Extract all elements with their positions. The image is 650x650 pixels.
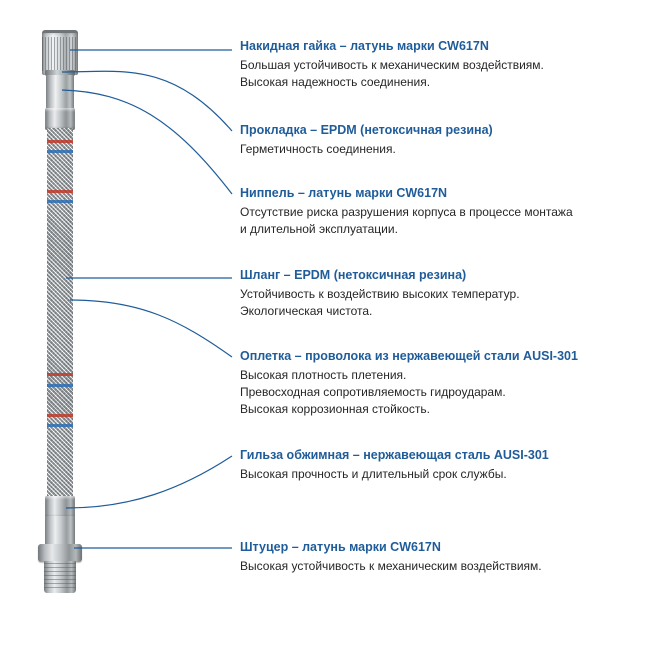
- callout-nut: [240, 38, 640, 91]
- callout-hose: [240, 267, 640, 320]
- callout-spigot-title: Штуцер – латунь марки CW617N: [240, 540, 441, 554]
- callout-nut-title: Накидная гайка – латунь марки CW617N: [240, 39, 489, 53]
- callout-braid: [240, 348, 640, 418]
- callout-ferrule-title: Гильза обжимная – нержавеющая сталь AUSI-301: [240, 448, 549, 462]
- bottom-ferrule-part: [45, 496, 75, 518]
- top-ferrule-part: [45, 108, 75, 130]
- nut-knurling: [42, 37, 78, 71]
- callout-hose-line-2: Экологическая чистота.: [240, 304, 373, 318]
- callout-gasket-line-1: Герметичность соединения.: [240, 142, 396, 156]
- fitting-body-part: [45, 516, 75, 546]
- flexible-hose-illustration: [0, 0, 120, 650]
- braid-thread-red: [47, 373, 73, 376]
- callout-nut-line-1: Большая устойчивость к механическим воздействиям.: [240, 58, 544, 72]
- callout-nut-line-2: Высокая надежность соединения.: [240, 75, 431, 89]
- callout-braid-line-3: Высокая коррозионная стойкость.: [240, 402, 430, 416]
- callout-nipple-line-1: Отсутствие риска разрушения корпуса в процессе монтажа: [240, 205, 573, 219]
- callout-nipple: [240, 185, 640, 238]
- braid-thread-blue: [47, 200, 73, 203]
- braid-thread-blue: [47, 424, 73, 427]
- nipple-part: [46, 75, 74, 109]
- callout-gasket-title: Прокладка – EPDM (нетоксичная резина): [240, 123, 493, 137]
- hex-nut-part: [38, 544, 82, 562]
- callout-ferrule: [240, 447, 640, 483]
- callout-nipple-title: Ниппель – латунь марки CW617N: [240, 186, 448, 200]
- spigot-part: [44, 561, 76, 593]
- callout-spigot: [240, 539, 640, 575]
- spigot-threads: [44, 563, 76, 591]
- braid-thread-red: [47, 190, 73, 193]
- braid-thread-blue: [47, 384, 73, 387]
- callout-braid-title: Оплетка – проволока из нержавеющей стали AUSI-301: [240, 349, 578, 363]
- callout-gasket: [240, 122, 640, 158]
- braid-thread-blue: [47, 150, 73, 153]
- callout-nipple-line-2: и длительной эксплуатации.: [240, 222, 398, 236]
- braid-part: [47, 128, 73, 498]
- braid-thread-red: [47, 414, 73, 417]
- callout-ferrule-line-1: Высокая прочность и длительный срок службы.: [240, 467, 507, 481]
- union-nut-part: [42, 30, 78, 75]
- braid-thread-red: [47, 140, 73, 143]
- callout-braid-line-2: Превосходная сопротивляемость гидроударам.: [240, 385, 506, 399]
- callout-hose-line-1: Устойчивость к воздействию высоких температур.: [240, 287, 520, 301]
- callout-braid-line-1: Высокая плотность плетения.: [240, 368, 407, 382]
- callout-spigot-line-1: Высокая устойчивость к механическим воздействиям.: [240, 559, 542, 573]
- callout-hose-title: Шланг – EPDM (нетоксичная резина): [240, 268, 467, 282]
